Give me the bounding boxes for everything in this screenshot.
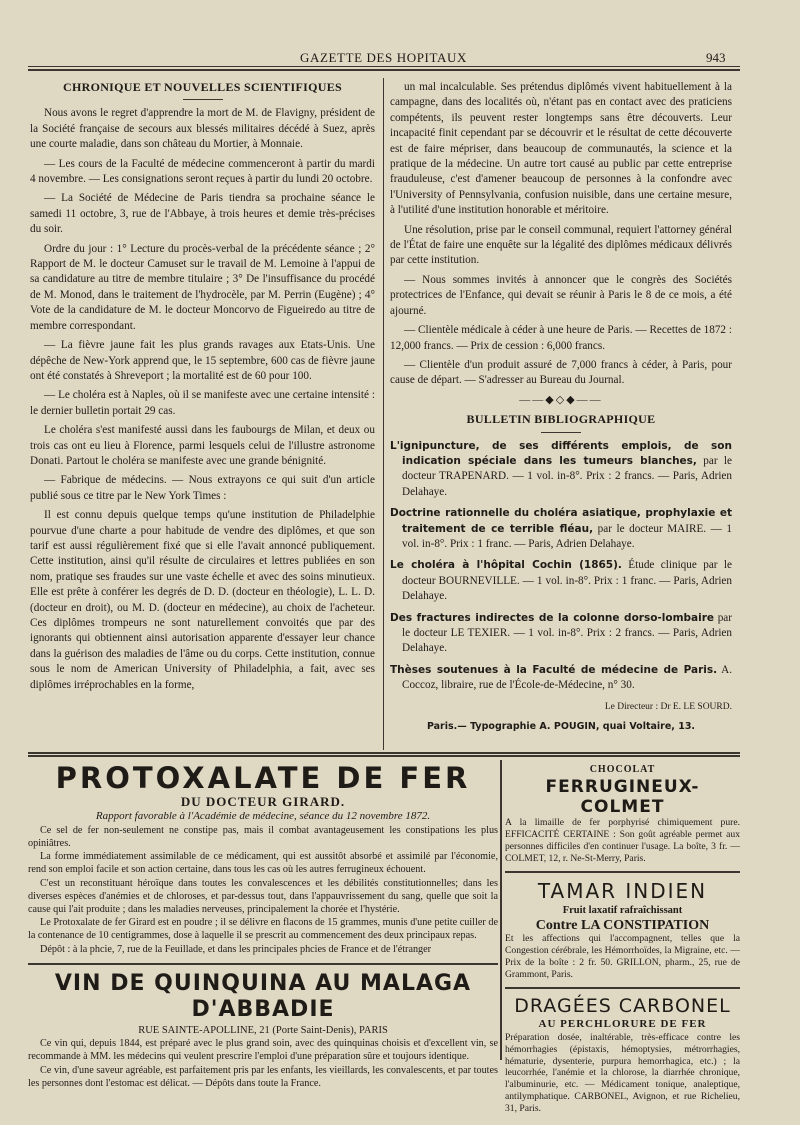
ad-paragraph: Ce sel de fer non-seulement ne constipe pas, mais il combat avantageusement les constipations les plus opiniâtres.: [28, 824, 498, 849]
header-rule-thick: [28, 69, 740, 71]
title-separator: [541, 432, 581, 433]
ornament-divider: ——◆◇◆——: [519, 393, 603, 406]
ad-right-column: [505, 762, 740, 1115]
news-paragraph: — Clientèle médicale à céder à une heure de Paris. — Recettes de 1872 : 12,000 francs. — Prix de cession : 6,000 francs.: [390, 324, 732, 352]
biblio-entry-details: par le docteur MAIRE. — 1 vol. in-8°. Prix : 1 franc. — Paris, Adrien Delahaye.: [402, 522, 732, 550]
ad-left-column: [28, 762, 498, 1091]
tamar-heading: Contre LA CONSTIPATION: [535, 918, 710, 933]
chocolat-title: FERRUGINEUX-COLMET: [545, 777, 700, 818]
news-paragraph: — Fabrique de médecins. — Nous extrayons ce qui suit d'un article publié sous ce titre par le New York Times :: [30, 474, 375, 502]
biblio-entry-title: Doctrine rationnelle du choléra asiatique, prophylaxie et traitement de ce terrible fléau,: [390, 507, 732, 535]
biblio-entry: [390, 611, 732, 657]
news-paragraph: Il est connu depuis quelque temps qu'une institution de Philadelphie pourvue d'une charte a pour habitude de vendre des diplômes, et que son tarif est aussi régulièrement fixé que si elle l'avait annoncé publiquement. Cette institution, ainsi qu'il résulte de circulaires et lettres publiées en son nom, pratique ses fraudes sur une vaste échelle et avec des soins minutieux. Elle est prête à conférer les degrés de D. D. (docteur en théologie), L. L. D. (docteur en droit), ou M. D. (docteur en médecine), au choix de l'acheteur. Ces diplômes trompeurs ne sont naturellement convoités que par des ignorants qui obtiennent ainsi autorisation apparente d'essayer leur chance dans la guérison des maladies de l'âme ou du corps. Cette institution, connue sous le nom de American University of Philadelphia, a fait, avec ses diplômes irréprochables en la forme,: [30, 509, 375, 691]
news-paragraph: Le choléra s'est manifesté aussi dans les faubourgs de Milan, et deux ou trois cas ont eu lieu à Florence, parmi lesquels celui de l'illustre astronome Donati. Partout le choléra se manifeste avec une grande bénignité.: [30, 424, 375, 467]
tamar-title: TAMAR INDIEN: [537, 878, 708, 903]
dragees-text: Préparation dosée, inaltérable, très-efficace contre les hémorrhagies (épistaxis, hémoptysies, métrorrhagies, hématurie, dysenterie, purpura hemorrhagica, etc.) ; la leucorrhée, l'anémie et la chlorose, la diarrhée chronique, l'albuminurie, etc. — Médicament tonique, analeptique, antilymphatique. CARBONEL, Avignon, et rue Richelieu, 31, Paris.: [505, 1032, 740, 1114]
news-paragraph: — La Société de Médecine de Paris tiendra sa prochaine séance le samedi 11 octobre, 3, rue de l'Abbaye, à trois heures et demie très-précises du soir.: [30, 192, 375, 236]
news-paragraph: — La fièvre jaune fait les plus grands ravages aux Etats-Unis. Une dépêche de New-York apprend que, le 15 septembre, 600 cas de fièvre jaune ont été constatés à Shreveport ; la mortalité est de 60 pour 100.: [30, 339, 375, 382]
biblio-entry-details: par le docteur TRAPENARD. — 1 vol. in-8°. Prix : 2 francs. — Paris, Adrien Delahaye.: [402, 454, 733, 498]
news-paragraph: Une résolution, prise par le conseil communal, requiert l'attorney général de l'État de faire une enquête sur la légalité des diplômes médicaux délivrés par cette institution.: [390, 223, 732, 267]
news-paragraph: un mal incalculable. Ses prétendus diplômés vivent habituellement à la campagne, dans des localités où, n'étant pas en contact avec des praticiens compétents, ils peuvent rester longtemps sans être découverts. Leur incapacité finit cependant par se découvrir et le résultat de cette découverte est de faire mépriser, dans beaucoup de communautés, la science et la pratique de la médecine. Un autre tort causé au public par cette entreprise frauduleuse, c'est d'amener beaucoup de personnes à la confondre avec l'University of Pennsylvania, confusion nuisible, dans une certaine mesure, à l'utilité d'une institution honorable et méritoire.: [390, 81, 732, 217]
chocolat-text: A la limaille de fer porphyrisé chimiquement pure. EFFICACITÉ CERTAINE : Son goût agréable permet aux personnes difficiles d'en continuer l'usage. La boîte, 3 fr. —COLMET, 12, r. Ne-St-Merry, Paris.: [505, 817, 740, 864]
column-divider: [383, 78, 384, 750]
page-number: 943: [706, 50, 726, 65]
news-paragraph: — Clientèle d'un produit assuré de 7,000 francs à céder, à Paris, pour cause de départ. — S'adresser au Bureau du Journal.: [390, 358, 732, 387]
director-signature: Le Directeur : Dr E. LE SOURD.: [604, 701, 732, 712]
header-rule: [28, 66, 740, 67]
quinquina-title: VIN DE QUINQUINA AU MALAGA D'ABBADIE: [54, 970, 472, 1022]
chronique-title: CHRONIQUE ET NOUVELLES SCIENTIFIQUES: [63, 80, 342, 94]
biblio-entry-title: Des fractures indirectes de la colonne dorso-lombaire: [390, 611, 715, 624]
ad-separator: [28, 963, 498, 965]
protoxalate-text: [28, 825, 498, 957]
protoxalate-subtitle: DU DOCTEUR GIRARD.: [180, 794, 346, 809]
protoxalate-report: Rapport favorable à l'Académie de médecine, séance du 12 novembre 1872.: [95, 810, 431, 823]
tamar-text: Et les affections qui l'accompagnent, telles que la Congestion cérébrale, les Hémorrhoïdes, la Migraine, etc. — Prix de la boîte : 2 fr. 50. GRILLON, pharm., 25, rue de Grammont, Paris.: [505, 933, 740, 980]
biblio-entry-details: Étude clinique par le docteur BOURNEVILLE. — 1 vol. in-8°. Prix : 1 franc. — Paris, Adrien Delahaye.: [402, 559, 732, 603]
ad-separator: [505, 987, 740, 989]
news-paragraph: Ordre du jour : 1° Lecture du procès-verbal de la précédente séance ; 2° Rapport de M. le docteur Camuset sur le travail de M. Lemoine à l'appui de sa candidature au titre de membre titulaire ; 3° De l'insuffisance du procédé de M. Monod, dans le traitement de l'hydrocèle, par M. Perrin (Eugène) ; 4° Vote de la candidature de M. le docteur Moncorvo de Figueiredo au titre de membre correspondant.: [30, 242, 375, 332]
printer-line: Paris.— Typographie A. POUGIN, quai Voltaire, 13.: [426, 721, 696, 733]
right-column: [390, 80, 732, 738]
quinquina-address: RUE SAINTE-APOLLINE, 21 (Porte Saint-Denis), PARIS: [138, 1024, 388, 1036]
biblio-entry: [390, 506, 732, 552]
ad-paragraph: Ce vin qui, depuis 1844, est préparé avec le plus grand soin, avec des quinquinas choisis et d'excellent vin, se recommande à MM. les médecins qui veulent prescrire l'emploi d'une préparation sûre et toujours identique.: [28, 1038, 498, 1062]
dragees-subtitle: AU PERCHLORURE DE FER: [538, 1017, 707, 1030]
ad-paragraph: Ce vin, d'une saveur agréable, est parfaitement pris par les enfants, les vieillards, les convalescents, et par toutes les personnes dont l'estomac est délicat. — Dépôts dans toute la France.: [28, 1064, 498, 1089]
biblio-entry-details: A. Coccoz, libraire, rue de l'École-de-Médecine, n° 30.: [402, 663, 732, 692]
ads-column-divider: [500, 760, 502, 1060]
biblio-list: [390, 439, 732, 694]
biblio-entry-title: Le choléra à l'hôpital Cochin (1865).: [390, 559, 622, 572]
biblio-entry: [390, 558, 732, 604]
news-paragraph: — Les cours de la Faculté de médecine commenceront à partir du mardi 4 novembre. — Les consignations seront reçues à partir du lundi 20 octobre.: [30, 157, 375, 186]
dragees-title: DRAGÉES CARBONEL: [514, 994, 731, 1017]
news-paragraph: — Le choléra est à Naples, où il se manifeste avec une certaine intensité : le dernier bulletin portait 29 cas.: [30, 389, 375, 417]
quinquina-text: [28, 1038, 498, 1090]
biblio-entry-details: par le docteur LE TEXIER. — 1 vol. in-8°. Prix : 2 francs. — Paris, Adrien Delahaye.: [402, 611, 732, 655]
biblio-entry: [390, 439, 732, 501]
biblio-title: BULLETIN BIBLIOGRAPHIQUE: [466, 412, 656, 427]
title-separator: [183, 99, 223, 100]
ads-separator: [28, 752, 740, 757]
chocolat-label: CHOCOLAT: [589, 764, 656, 775]
biblio-entry-title: Thèses soutenues à la Faculté de médecine de Paris.: [390, 663, 718, 676]
ad-paragraph: C'est un reconstituant héroïque dans toutes les convalescences et les débilités constitutionnelles; dans les diverses espèces d'anémies et de chloroses, et par-dessus tout, dans l'appauvrissement du sang, quelle que soit la cause qui l'ait produite ; dans les maladies nerveuses, principalement la chorée et l'hystérie.: [28, 878, 498, 915]
left-column: [30, 80, 375, 697]
ad-paragraph: Le Protoxalate de fer Girard est en poudre ; il se délivre en flacons de 15 grammes, munis d'une petite cuiller de la contenance de 10 centigrammes, dose à laquelle il se prescrit au commencement des deux principaux repas.: [28, 917, 498, 942]
news-paragraph: — Nous sommes invités à annoncer que le congrès des Sociétés protectrices de l'Enfance, qui devait se réunir à Paris le 8 de ce mois, a été ajourné.: [390, 273, 732, 317]
protoxalate-title: PROTOXALATE DE FER: [55, 761, 471, 795]
biblio-entry: [390, 663, 732, 694]
journal-title: GAZETTE DES HOPITAUX: [300, 50, 467, 65]
ad-paragraph: La forme immédiatement assimilable de ce médicament, qui est aussitôt absorbé et assimilé par l'économie, rend son emploi facile et son action certaine, dans tous les cas où les autres ferrugineux échouent.: [28, 851, 498, 876]
ad-paragraph: Dépôt : à la phcie, 7, rue de la Feuillade, et dans les principales phcies de France et de l'étranger: [40, 943, 432, 955]
tamar-subtitle: Fruit laxatif rafraîchissant: [562, 904, 683, 916]
biblio-entry-title: L'ignipuncture, de ses différents emplois, de son indication spéciale dans les tumeurs blanches,: [390, 439, 732, 467]
ad-separator: [505, 871, 740, 873]
news-paragraph: Nous avons le regret d'apprendre la mort de M. de Flavigny, président de la Société française de secours aux blessés militaires décédé à Suez, après une courte maladie, dans son château du Mortier, à Monnaie.: [30, 107, 375, 151]
